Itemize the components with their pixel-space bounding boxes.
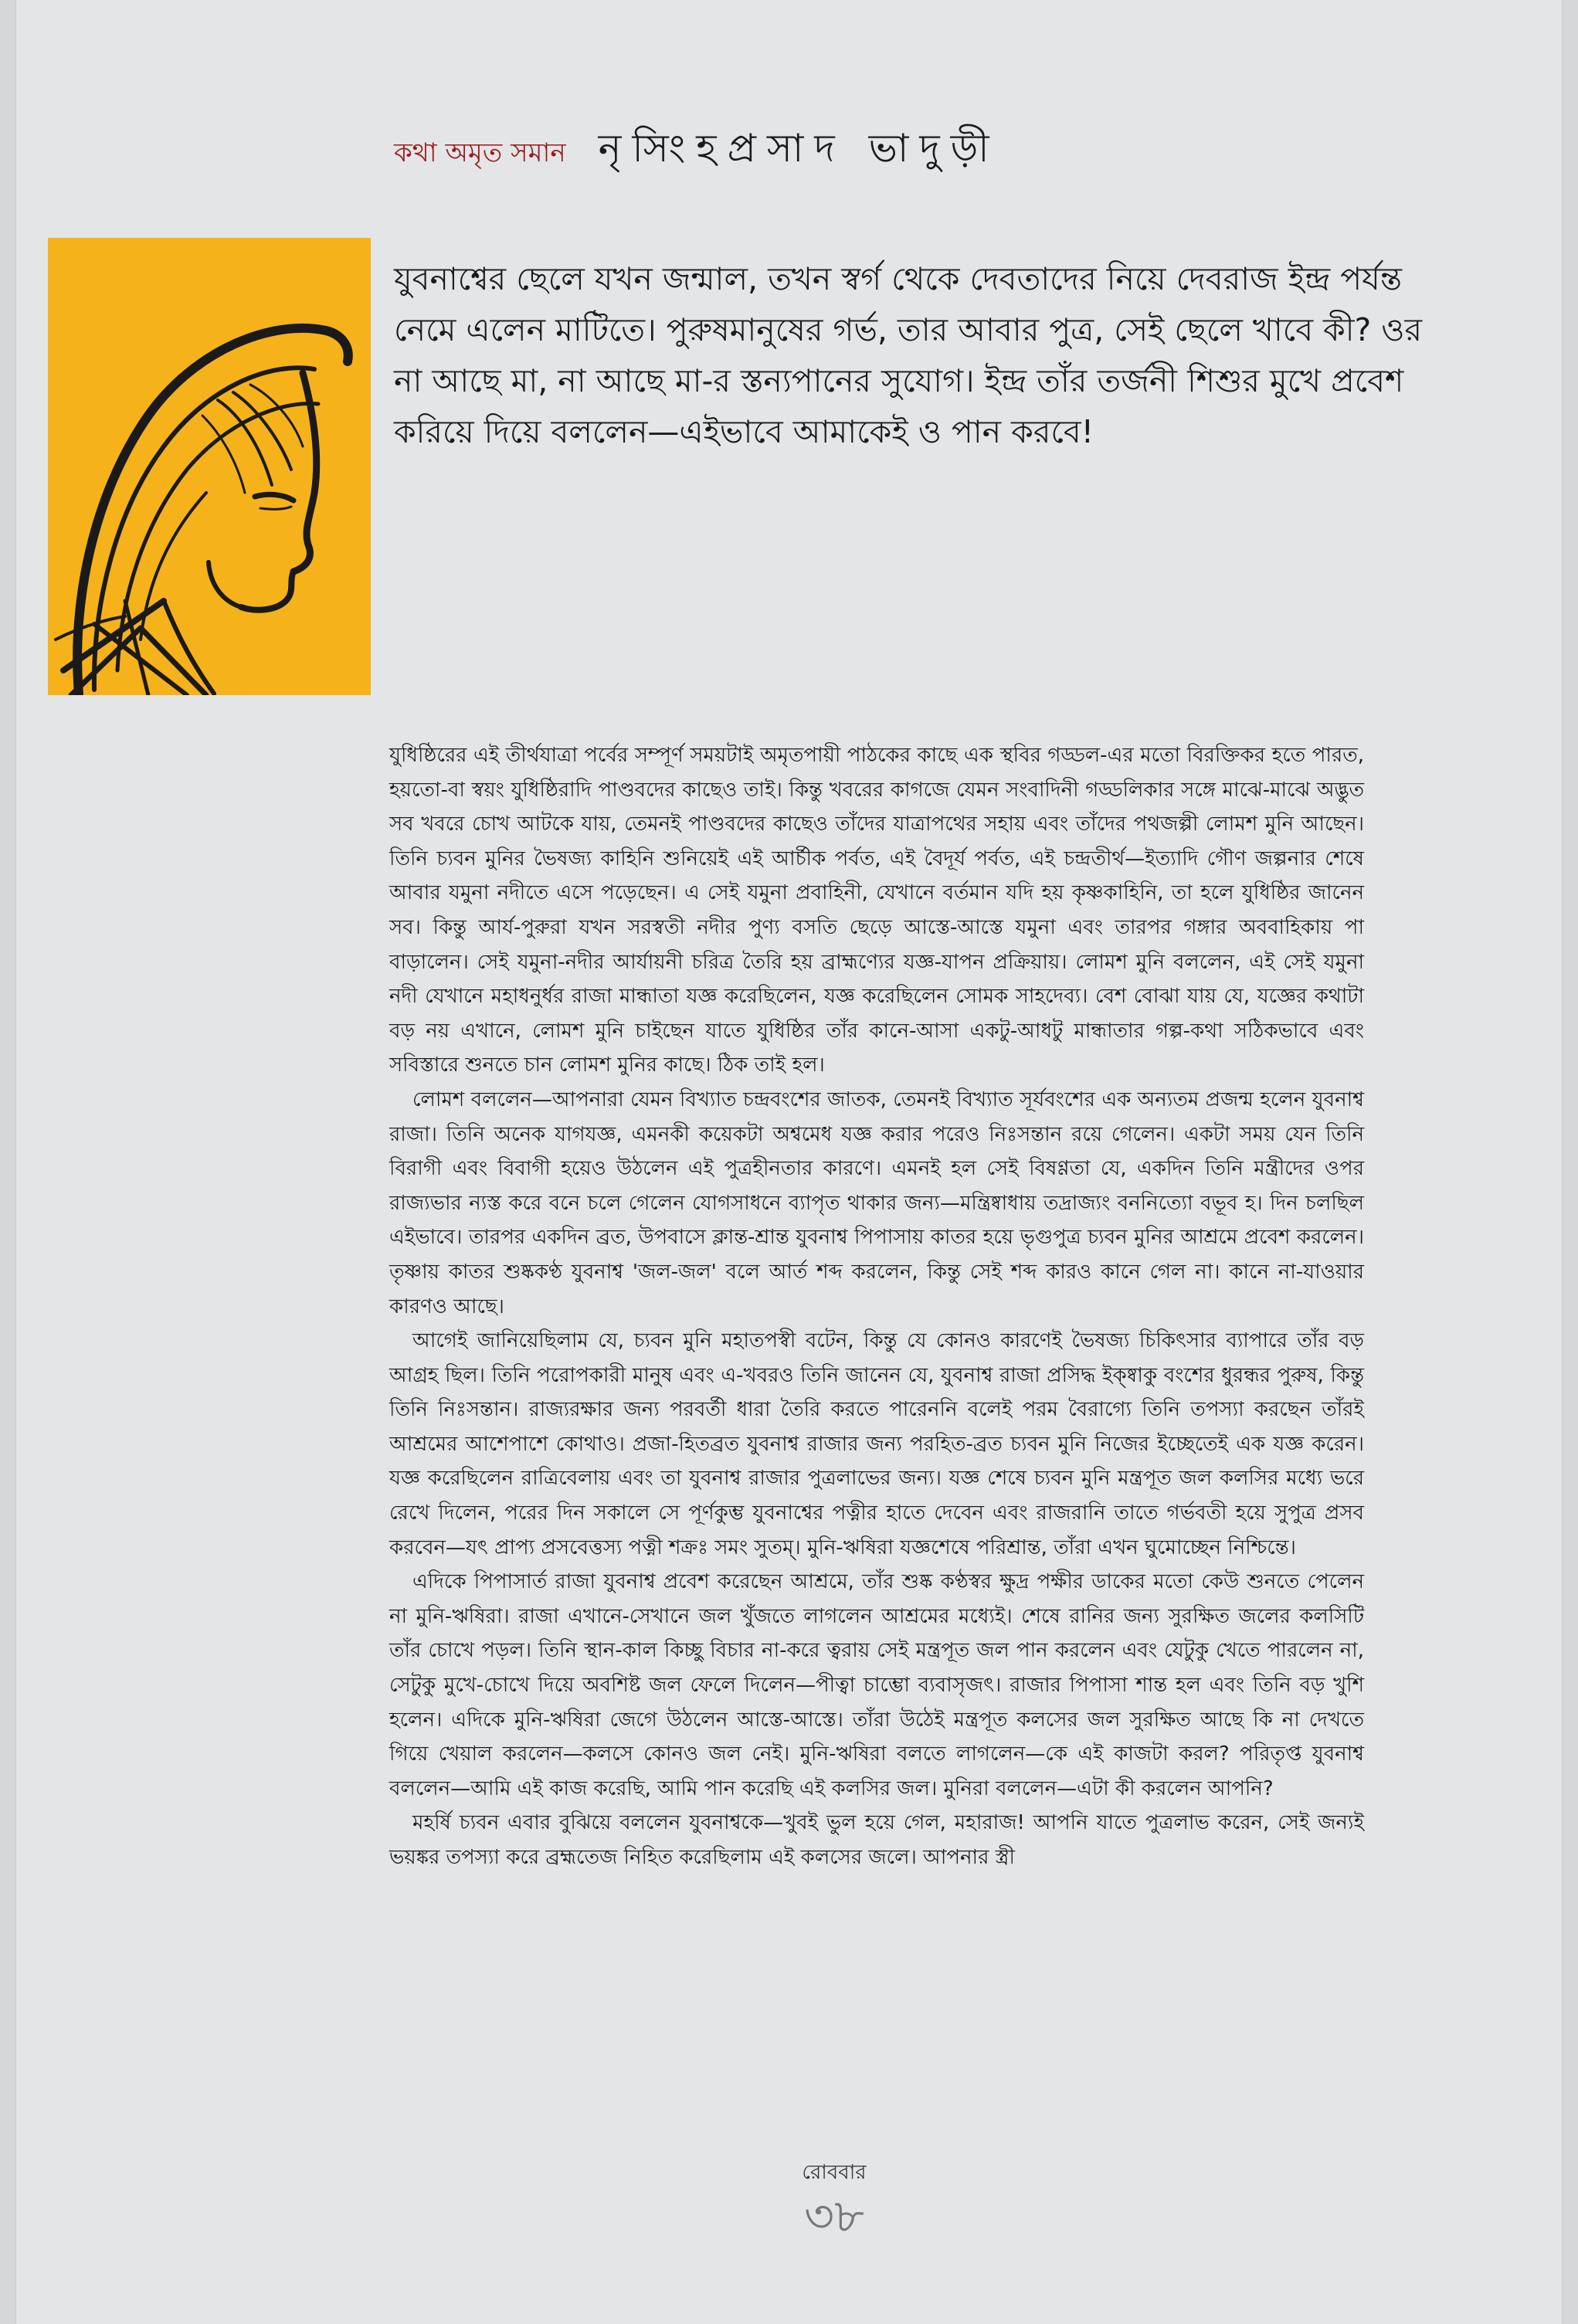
body-paragraph: লোমশ বললেন—আপনারা যেমন বিখ্যাত চন্দ্রবংশের জাতক, তেমনই বিখ্যাত সূর্যবংশের এক অন্যতম প্রজন্ম হলেন যুবনাশ্ব রাজা। তিনি অনেক যাগযজ্ঞ, এমনকী কয়েকটা অশ্বমেধ যজ্ঞ করার পরেও নিঃসন্তান রয়ে গেলেন। একটা সময় যেন তিনি বিরাগী এবং বিবাগী হয়েও উঠলেন এই পুত্রহীনতার কারণে। এমনই হল সেই বিষণ্ণতা যে, একদিন তিনি মন্ত্রীদের ওপর রাজ্যভার ন্যস্ত করে বনে চলে গেলেন যোগসাধনে ব্যাপৃত থাকার জন্য—মন্ত্রিষ্বাধায় তদ্রাজ্যং বননিত্যো বভূব হ। দিন চলছিল এইভাবে। তারপর একদিন ব্রত, উপবাসে ক্লান্ত-শ্রান্ত যুবনাশ্ব পিপাসায় কাতর হয়ে ভৃগুপুত্র চ্যবন মুনির আশ্রমে প্রবেশ করলেন। তৃষ্ণায় কাতর শুষ্ককণ্ঠ যুবনাশ্ব 'জল-জল' বলে আর্ত শব্দ করলেন, কিন্তু সেই শব্দ কারও কানে গেল না। কানে না-যাওয়ার কারণও আছে।	[389, 1087, 1364, 1318]
lead-paragraph: যুবনাশ্বের ছেলে যখন জন্মাল, তখন স্বর্গ থেকে দেবতাদের নিয়ে দেবরাজ ইন্দ্র পর্যন্ত নেমে এলেন মাটিতে। পুরুষমানুষের গর্ভ, তার আবার পুত্র, সেই ছেলে খাবে কী? ওর না আছে মা, না আছে মা-র স্তন্যপানের সুযোগ। ইন্দ্র তাঁর তর্জনী শিশুর মুখে প্রবেশ করিয়ে দিয়ে বললেন—এইভাবে আমাকেই ও পান করবে!	[394, 260, 1422, 450]
body-paragraph: মহর্ষি চ্যবন এবার বুঝিয়ে বললেন যুবনাশ্বকে—খুবই ভুল হয়ে গেল, মহারাজ! আপনি যাতে পুত্রলাভ করেন, সেই জন্যই ভয়ঙ্কর তপস্যা করে ব্রহ্মতেজ নিহিত করেছিলাম এই কলসের জলে। আপনার স্ত্রী	[389, 1811, 1364, 1869]
illustration-svg	[48, 238, 371, 695]
article-body	[389, 738, 1364, 1875]
magazine-name: রোববার	[802, 2161, 867, 2184]
page-footer	[757, 2156, 911, 2244]
magazine-page	[15, 0, 1563, 2324]
body-paragraph: যুধিষ্ঠিরের এই তীর্থযাত্রা পর্বের সম্পূর্ণ সময়টাই অমৃতপায়ী পাঠকের কাছে এক স্থবির গড্ডল-এর মতো বিরক্তিকর হতে পারত, হয়তো-বা স্বয়ং যুধিষ্ঠিরাদি পাণ্ডবদের কাছেও তাই। কিন্তু খবরের কাগজে যেমন সংবাদিনী গড্ডলিকার সঙ্গে মাঝে-মাঝে অদ্ভুত সব খবরে চোখ আটকে যায়, তেমনই পাণ্ডবদের কাছেও তাঁদের যাত্রাপথের সহায় এবং তাঁদের পথজল্পী লোমশ মুনি আছেন। তিনি চ্যবন মুনির ভৈষজ্য কাহিনি শুনিয়েই এই আর্চীক পর্বত, এই বৈদূর্য পর্বত, এই চন্দ্রতীর্থ—ইত্যাদি গৌণ জল্পনার শেষে আবার যমুনা নদীতে এসে পড়েছেন। এ সেই যমুনা প্রবাহিনী, যেখানে বর্তমান যদি হয় কৃষ্ণকাহিনি, তা হলে যুধিষ্ঠির জানেন সব। কিন্তু আর্য-পুরুরা যখন সরস্বতী নদীর পুণ্য বসতি ছেড়ে আস্তে-আস্তে যমুনা এবং তারপর গঙ্গার অববাহিকায় পা বাড়ালেন। সেই যমুনা-নদীর আর্যায়নী চরিত্র তৈরি হয় ব্রাহ্মণ্যের যজ্ঞ-যাপন প্রক্রিয়ায়। লোমশ মুনি বললেন, এই সেই যমুনা নদী যেখানে মহাধনুর্ধর রাজা মান্ধাতা যজ্ঞ করেছিলেন, যজ্ঞ করেছিলেন সোমক সাহদেব্য। বেশ বোঝা যায় যে, যজ্ঞের কথাটা বড় নয় এখানে, লোমশ মুনি চাইছেন যাতে যুধিষ্ঠির তাঁর কানে-আসা একটু-আধটু মান্ধাতার গল্প-কথা সঠিকভাবে এবং সবিস্তারে শুনতে চান লোমশ মুনির কাছে। ঠিক তাই হল।	[389, 744, 1364, 1077]
section-label: কথা অমৃত সমান	[394, 137, 566, 168]
page-number: ৩৮	[804, 2190, 864, 2244]
body-paragraph: আগেই জানিয়েছিলাম যে, চ্যবন মুনি মহাতপস্বী বটেন, কিন্তু যে কোনও কারণেই ভৈষজ্য চিকিৎসার ব্যাপারে তাঁর বড় আগ্রহ ছিল। তিনি পরোপকারী মানুষ এবং এ-খবরও তিনি জানেন যে, যুবনাশ্ব রাজা প্রসিদ্ধ ইক্ষ্বাকু বংশের ধুরন্ধর পুরুষ, কিন্তু তিনি নিঃসন্তান। রাজ্যরক্ষার জন্য পরবর্তী ধারা তৈরি করতে পারেননি বলেই পরম বৈরাগ্যে তিনি তপস্যা করছেন তাঁরই আশ্রমের আশেপাশে কোথাও। প্রজা-হিতব্রত যুবনাশ্ব রাজার জন্য পরহিত-ব্রত চ্যবন মুনি নিজের ইচ্ছেতেই এক যজ্ঞ করেন। যজ্ঞ করেছিলেন রাত্রিবেলায় এবং তা যুবনাশ্ব রাজার পুত্রলাভের জন্য। যজ্ঞ শেষে চ্যবন মুনি মন্ত্রপূত জল কলসির মধ্যে ভরে রেখে দিলেন, পরের দিন সকালে সে পূর্ণকুম্ভ যুবনাশ্বের পত্নীর হাতে দেবেন এবং রাজরানি তাতে গর্ভবতী হয়ে সুপুত্র প্রসব করবেন—যৎ প্রাপ্য প্রসবেত্তস্য পত্নী শক্রঃ সমং সুতম্। মুনি-ঋষিরা যজ্ঞশেষে পরিশ্রান্ত, তাঁরা এখন ঘুমোচ্ছেন নিশ্চিন্তে।	[389, 1329, 1364, 1559]
woman-illustration-icon	[48, 238, 371, 695]
page-edge-left	[15, 0, 16, 2324]
body-paragraph: এদিকে পিপাসার্ত রাজা যুবনাশ্ব প্রবেশ করেছেন আশ্রমে, তাঁর শুষ্ক কণ্ঠস্বর ক্ষুদ্র পক্ষীর ডাকের মতো কেউ শুনতে পেলেন না মুনি-ঋষিরা। রাজা এখানে-সেখানে জল খুঁজতে লাগলেন আশ্রমের মধ্যেই। শেষে রানির জন্য সুরক্ষিত জলের কলসিটি তাঁর চোখে পড়ল। তিনি স্থান-কাল কিচ্ছু বিচার না-করে ত্বরায় সেই মন্ত্রপূত জল পান করলেন এবং যেটুকু খেতে পারলেন না, সেটুকু মুখে-চোখে দিয়ে অবশিষ্ট জল ফেলে দিলেন—পীত্বা চাম্ভো ব্যবাসৃজৎ। রাজার পিপাসা শান্ত হল এবং তিনি বড় খুশি হলেন। এদিকে মুনি-ঋষিরা জেগে উঠলেন আস্তে-আস্তে। তাঁরা উঠেই মন্ত্রপূত কলসের জল সুরক্ষিত আছে কি না দেখতে গিয়ে খেয়াল করলেন—কলসে কোনও জল নেই। মুনি-ঋষিরা বলতে লাগলেন—কে এই কাজটা করল? পরিতৃপ্ত যুবনাশ্ব বললেন—আমি এই কাজ করেছি, আমি পান করেছি এই কলসির জল। মুনিরা বললেন—এটা কী করলেন আপনি?	[389, 1570, 1364, 1800]
page-edge-right	[1562, 0, 1563, 2324]
article-header	[394, 120, 1000, 182]
author-name: নৃসিংহপ্রসাদ ভাদুড়ী	[598, 126, 1000, 171]
